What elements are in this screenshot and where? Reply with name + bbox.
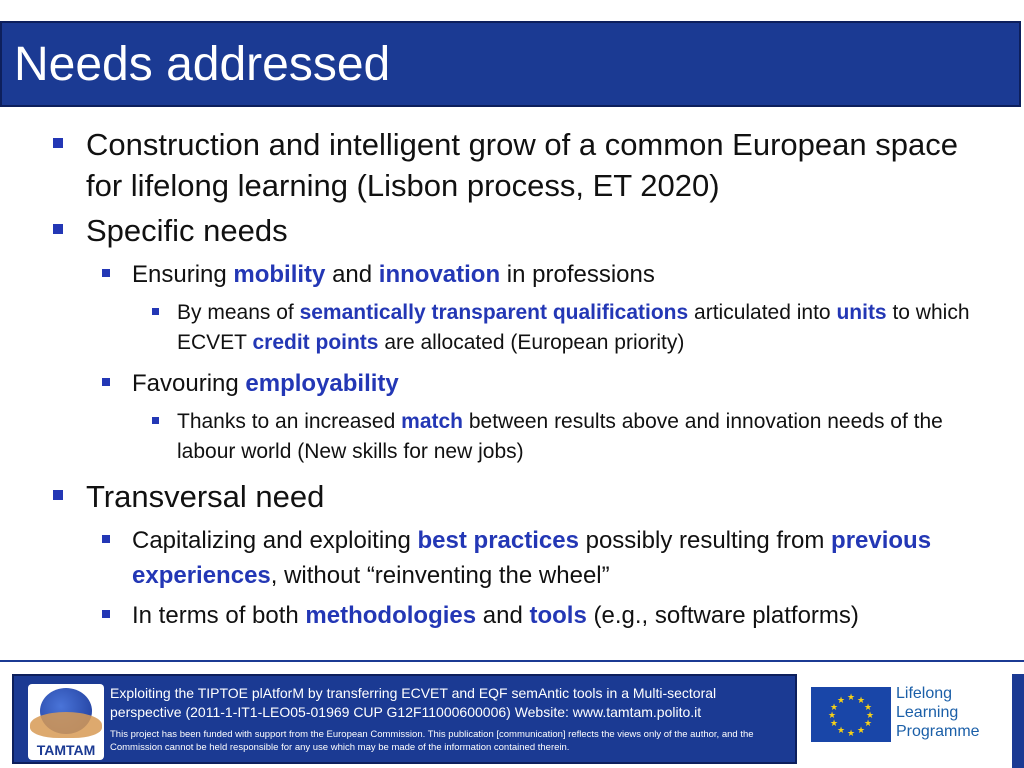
text-segment: articulated into xyxy=(688,301,837,324)
bullet-specific-needs xyxy=(86,210,986,251)
text-segment: between results above and innovation needs of the labour world (New skills for new jobs) xyxy=(177,410,943,463)
footer-project-box xyxy=(12,674,797,764)
text-segment: to which ECVET xyxy=(177,301,970,354)
highlight-innovation: innovation xyxy=(378,261,501,288)
text-segment: By means of xyxy=(177,301,300,324)
bullet-favouring xyxy=(132,366,1002,401)
bullet-capitalizing xyxy=(132,523,1002,593)
highlight-units: units xyxy=(836,301,887,324)
bullet-by-means-of xyxy=(177,298,987,358)
highlight-mobility: mobility xyxy=(233,261,326,288)
square-bullet-icon xyxy=(53,138,63,148)
title-bar xyxy=(0,21,1021,107)
star-icon: ★ xyxy=(864,702,873,712)
star-icon: ★ xyxy=(837,695,846,705)
text-segment: Thanks to an increased xyxy=(177,410,402,433)
text-segment: Ensuring xyxy=(132,261,234,288)
square-bullet-icon xyxy=(102,269,110,277)
footer-divider xyxy=(0,660,1024,662)
bullet-text: Construction and intelligent grow of a common European space for lifelong learning (Lisbon process, ET 2020) xyxy=(86,127,958,203)
square-bullet-icon xyxy=(152,417,159,424)
highlight-match: match xyxy=(401,410,463,433)
square-bullet-icon xyxy=(102,610,110,618)
text-segment: (e.g., software platforms) xyxy=(586,602,859,629)
hands-icon xyxy=(30,712,102,738)
bullet-thanks-to xyxy=(177,407,987,467)
highlight-best-practices: best practices xyxy=(417,527,579,554)
star-icon: ★ xyxy=(857,725,866,735)
star-icon: ★ xyxy=(857,695,866,705)
eu-flag-icon xyxy=(811,687,891,742)
bullet-construction xyxy=(86,124,986,206)
star-icon: ★ xyxy=(828,710,837,720)
text-segment: Favouring xyxy=(132,370,246,397)
square-bullet-icon xyxy=(102,378,110,386)
text-segment: and xyxy=(476,602,530,629)
llp-line: Programme xyxy=(896,723,980,740)
bullet-transversal xyxy=(86,476,986,517)
star-icon: ★ xyxy=(847,692,856,702)
text-segment: possibly resulting from xyxy=(578,527,832,554)
llp-line: Learning xyxy=(896,704,959,721)
highlight-methodologies: methodologies xyxy=(305,602,477,629)
text-segment: are allocated (European priority) xyxy=(378,331,685,354)
disclaimer-text: This project has been funded with support from the European Commission. This publication [communication] reflects the views only of the author, and the Commission cannot be held responsible for any use which may be made of the information contained therein. xyxy=(110,729,754,753)
highlight-employability: employability xyxy=(245,370,399,397)
text-segment: , without “reinventing the wheel” xyxy=(270,562,610,589)
star-icon: ★ xyxy=(866,710,875,720)
right-accent-strip xyxy=(1012,674,1024,768)
star-icon: ★ xyxy=(830,718,839,728)
bullet-ensuring xyxy=(132,257,1002,292)
text-segment: In terms of both xyxy=(132,602,306,629)
square-bullet-icon xyxy=(102,535,110,543)
highlight-credit-points: credit points xyxy=(252,331,379,354)
text-segment: in professions xyxy=(500,261,655,288)
llp-line: Lifelong xyxy=(896,685,953,702)
bullet-in-terms-of xyxy=(132,598,1002,633)
highlight-previous-experiences: previous experiences xyxy=(132,527,932,589)
square-bullet-icon xyxy=(53,490,63,500)
text-segment: Capitalizing and exploiting xyxy=(132,527,418,554)
star-icon: ★ xyxy=(864,718,873,728)
bullet-text: Specific needs xyxy=(86,213,288,248)
bullet-text: Transversal need xyxy=(86,479,325,514)
star-icon: ★ xyxy=(830,702,839,712)
text-segment: and xyxy=(325,261,379,288)
star-icon: ★ xyxy=(847,728,856,738)
highlight-qualifications: semantically transparent qualifications xyxy=(299,301,689,324)
tamtam-logo xyxy=(28,684,104,760)
star-icon: ★ xyxy=(837,725,846,735)
logo-label: TAMTAM xyxy=(36,742,96,758)
project-description: Exploiting the TIPTOE plAtforM by transferring ECVET and EQF semAntic tools in a Multi-sectoral perspective (2011-1-IT1-LEO05-01969 CUP G12F11000600006) Website: www.tamtam.polito.it xyxy=(110,685,717,720)
square-bullet-icon xyxy=(152,308,159,315)
square-bullet-icon xyxy=(53,224,63,234)
highlight-tools: tools xyxy=(529,602,587,629)
slide-title: Needs addressed xyxy=(14,38,391,91)
llp-logo-text xyxy=(896,684,1006,741)
